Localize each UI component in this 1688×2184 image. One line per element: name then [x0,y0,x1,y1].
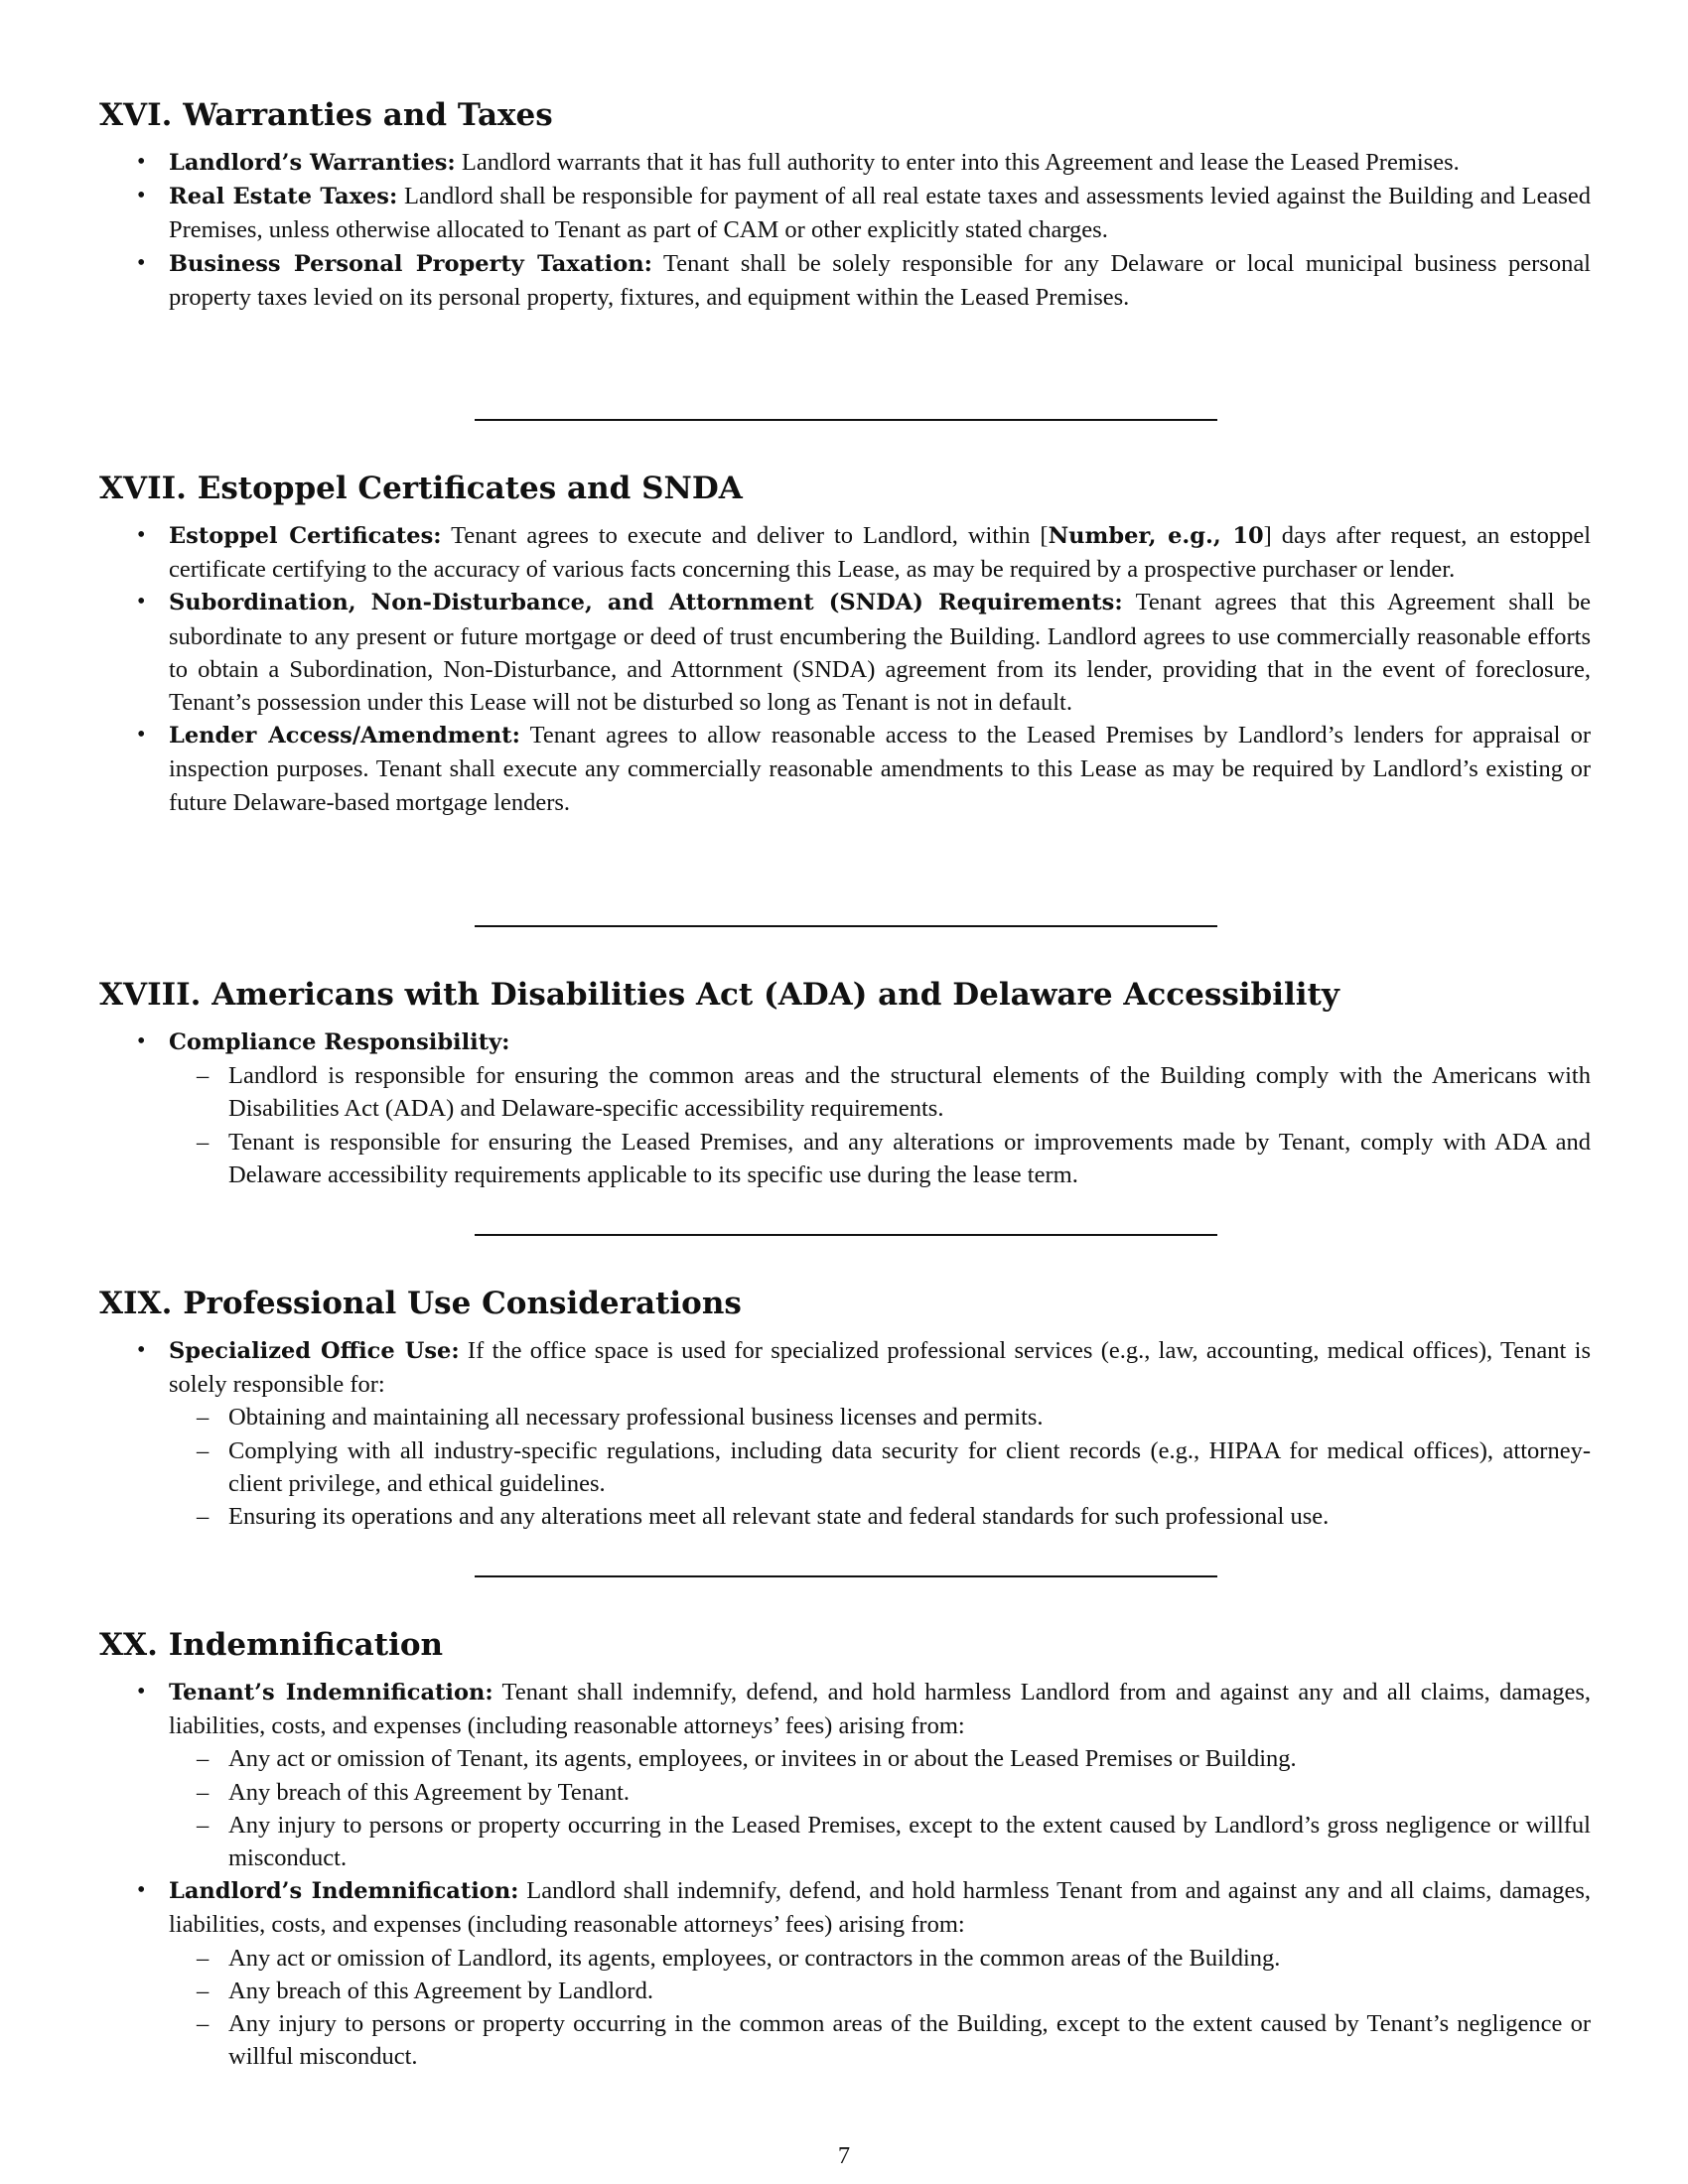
sub-list-item: – Obtaining and maintaining all necessary professional business licenses and permits. [169,1401,1591,1433]
sub-list-item: – Any act or omission of Landlord, its agents, employees, or contractors in the common areas of the Building. [169,1942,1591,1975]
section-heading: XVI. Warranties and Taxes [99,97,553,133]
item-text: Landlord shall be responsible for payment of all real estate taxes and assessments levied against the Building and Leased Premises, unless otherwise allocated to Tenant as part of CAM or other explicitly stated charges. [169,183,1591,244]
sub-list [169,1059,1591,1191]
sub-list-item: – Any injury to persons or property occurring in the Leased Premises, except to the extent caused by Landlord’s gross negligence or willful misconduct. [169,1809,1591,1874]
sub-list-item: – Any breach of this Agreement by Landlord. [169,1975,1591,2007]
sub-list-item: – Complying with all industry-specific regulations, including data security for client records (e.g., HIPAA for medical offices), attorney-client privilege, and ethical guidelines. [169,1434,1591,1500]
item-term: Subordination, Non-Disturbance, and Attornment (SNDA) Requirements: [169,590,1123,616]
list-item [99,1334,1591,1533]
list-item [99,247,1591,314]
item-text: Tenant shall indemnify, defend, and hold harmless Landlord from and against any and all claims, damages, liabilities, costs, and expenses (including reasonable attorneys’ fees) arising from: [169,1679,1591,1740]
section-xix [99,1285,1591,1533]
section-divider [475,925,1217,927]
placeholder-number: Number, e.g., 10 [1048,523,1264,549]
item-term: Real Estate Taxes: [169,184,398,210]
sub-list-item: – Tenant is responsible for ensuring the Leased Premises, and any alterations or improvements made by Tenant, comply with ADA and Delaware accessibility requirements applicable to its specific use during the lease term. [169,1126,1591,1191]
sub-list [169,1401,1591,1533]
sub-list-item: – Landlord is responsible for ensuring the common areas and the structural elements of the Building comply with the Americans with Disabilities Act (ADA) and Delaware-specific accessibility requirements. [169,1059,1591,1125]
bullet-list [99,1676,1591,2073]
section-xvii [99,470,1591,819]
item-text: Tenant shall be solely responsible for any Delaware or local municipal business personal property taxes levied on its personal property, fixtures, and equipment within the Leased Premises. [169,249,1591,311]
section-xx [99,1626,1591,2073]
sub-list-item: – Any act or omission of Tenant, its agents, employees, or invitees in or about the Leased Premises or Building. [169,1742,1591,1775]
section-xvi [99,96,1591,314]
list-item [99,519,1591,586]
item-term: Specialized Office Use: [169,1338,460,1364]
bullet-list [99,519,1591,819]
list-item [99,586,1591,719]
page-number: 7 [837,2142,851,2169]
list-item [99,1676,1591,1874]
item-term: Landlord’s Warranties: [169,150,456,176]
item-term: Business Personal Property Taxation: [169,250,652,277]
list-item [99,719,1591,819]
item-text: Landlord shall indemnify, defend, and hold harmless Tenant from and against any and all claims, damages, liabilities, costs, and expenses (including reasonable attorneys’ fees) arising from: [169,1877,1591,1939]
section-heading: XX. Indemnification [99,1627,444,1663]
list-item [99,180,1591,246]
item-term: Lender Access/Amendment: [169,723,520,750]
item-text: If the office space is used for specialized professional services (e.g., law, accounting, medical offices), Tenant is solely responsible for: [169,1337,1591,1399]
list-item [99,1025,1591,1191]
item-text: ] days after request, an estoppel certificate certifying to the accuracy of various facts concerning this Lease, as may be required by a prospective purchaser or lender. [169,522,1592,584]
list-item [99,1874,1591,2073]
item-term: Tenant’s Indemnification: [169,1680,493,1706]
section-heading: XIX. Professional Use Considerations [99,1286,742,1321]
section-divider [475,1575,1217,1577]
item-term: Estoppel Certificates: [169,523,442,549]
sub-list-item: – Any breach of this Agreement by Tenant. [169,1776,1591,1809]
section-divider [475,1234,1217,1236]
section-xviii [99,976,1591,1191]
sub-list [169,1942,1591,2074]
section-divider [475,419,1217,421]
item-term: Landlord’s Indemnification: [169,1878,519,1905]
item-text: Tenant agrees that this Agreement shall be subordinate to any present or future mortgage or deed of trust encumbering the Building. Landlord agrees to use commercially reasonable efforts to obtain a Subordination, Non-Disturbance, and Attornment (SNDA) agreement from its lender, providing that in the event of foreclosure, Tenant’s possession under this Lease will not be disturbed so long as Tenant is not in default. [169,589,1592,717]
sub-list [169,1742,1591,1874]
item-text: Tenant agrees to execute and deliver to Landlord, within [ [441,522,1049,549]
bullet-list [99,1025,1591,1191]
section-heading: XVII. Estoppel Certificates and SNDA [99,471,743,506]
bullet-list [99,146,1591,314]
sub-list-item: – Ensuring its operations and any alterations meet all relevant state and federal standards for such professional use. [169,1500,1591,1533]
sub-list-item: – Any injury to persons or property occurring in the common areas of the Building, except to the extent caused by Tenant’s negligence or willful misconduct. [169,2007,1591,2073]
section-heading: XVIII. Americans with Disabilities Act (ADA) and Delaware Accessibility [99,977,1339,1013]
item-text: Landlord warrants that it has full authority to enter into this Agreement and lease the Leased Premises. [455,149,1460,176]
bullet-list [99,1334,1591,1533]
list-item [99,146,1591,180]
item-text: Tenant agrees to allow reasonable access to the Leased Premises by Landlord’s lenders for appraisal or inspection purposes. Tenant shall execute any commercially reasonable amendments to this Lease as may be required by Landlord’s existing or future Delaware-based mortgage lenders. [169,722,1591,816]
item-term: Compliance Responsibility: [169,1029,510,1055]
